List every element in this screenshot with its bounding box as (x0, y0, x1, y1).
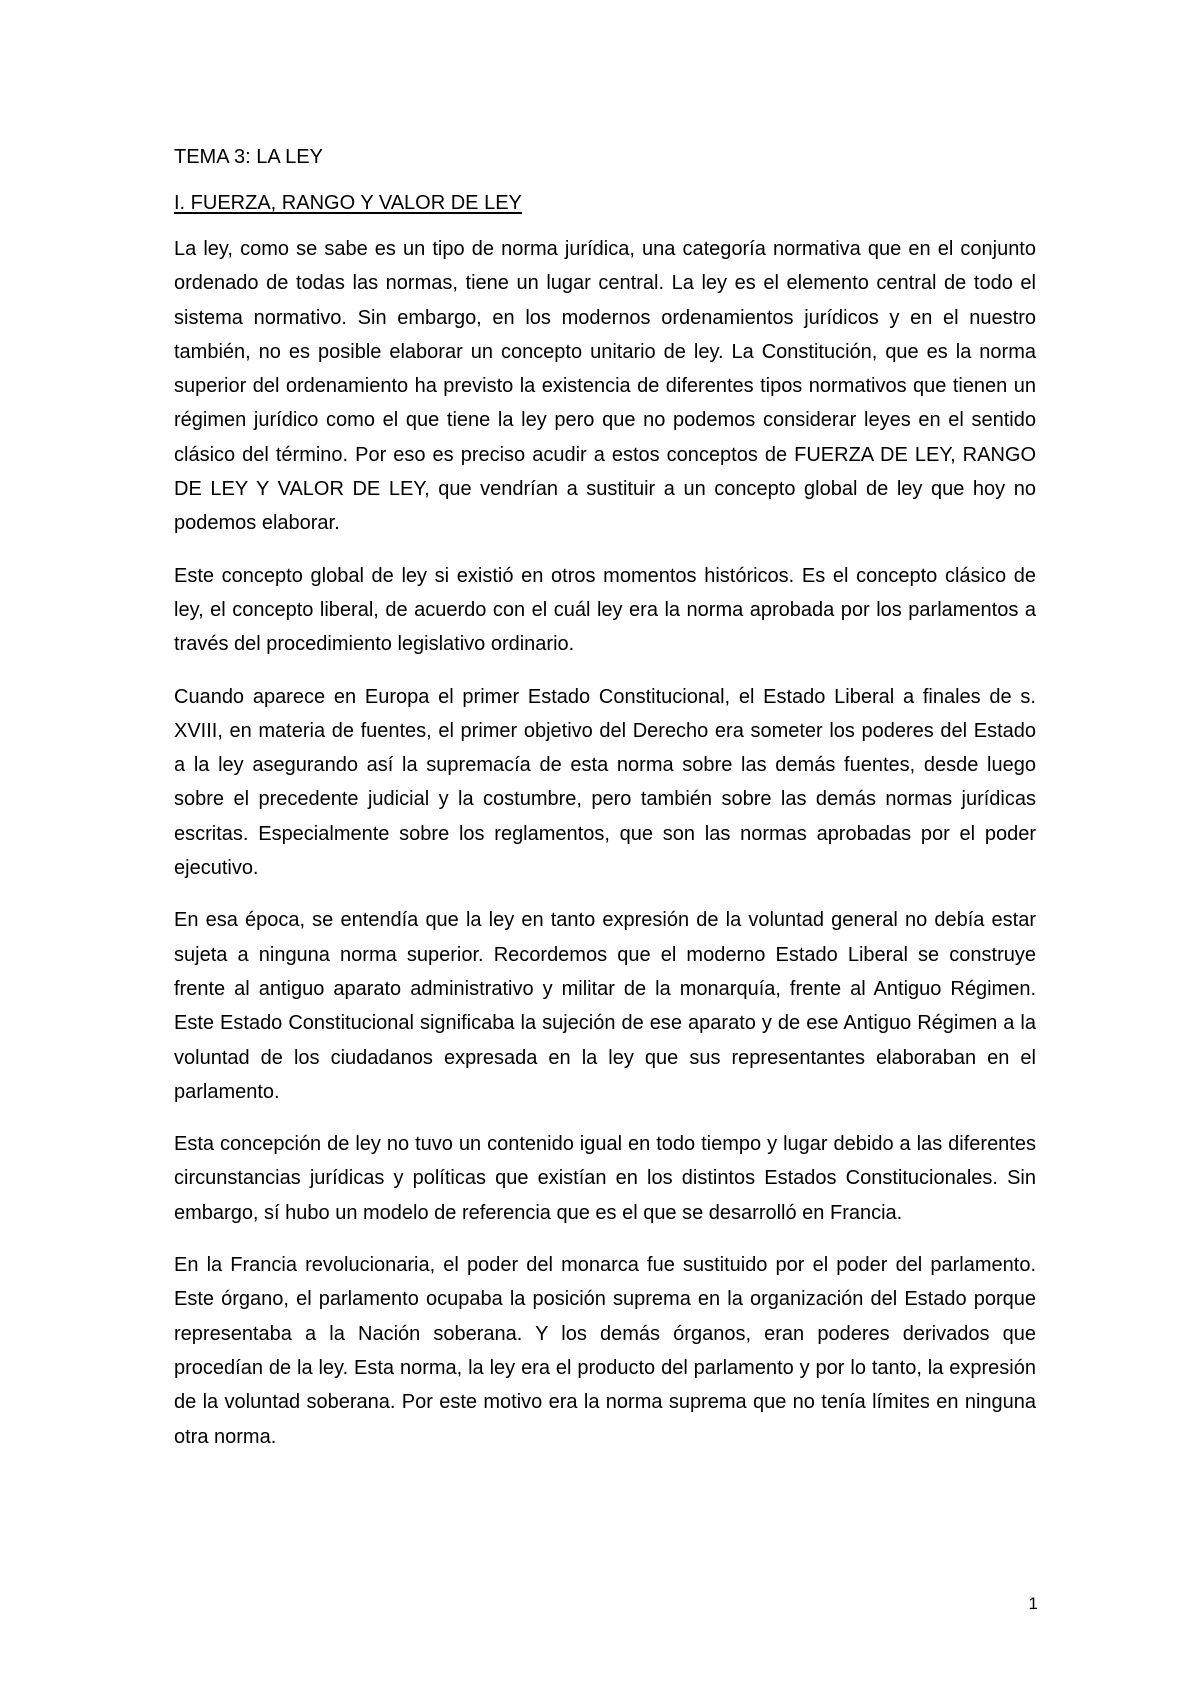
paragraph-4: En esa época, se entendía que la ley en tanto expresión de la voluntad general no debía estar sujeta a ninguna norma superior. Recordemos que el moderno Estado Liberal se construye frente al antiguo aparato administrativo y militar de la monarquía, frente al Antiguo Régimen. Este Estado Constitucional significaba la sujeción de ese aparato y de ese Antiguo Régimen a la voluntad de los ciudadanos expresada en la ley que sus representantes elaboraban en el parlamento. (174, 909, 1036, 1103)
paragraph-1: La ley, como se sabe es un tipo de norma jurídica, una categoría normativa que en el conjunto ordenado de todas las normas, tiene un lugar central. La ley es el elemento central de todo el sistema normativo. Sin embargo, en los modernos ordenamientos jurídicos y en el nuestro también, no es posible elaborar un concepto unitario de ley. La Constitución, que es la norma superior del ordenamiento ha previsto la existencia de diferentes tipos normativos que tienen un régimen jurídico como el que tiene la ley pero que no podemos considerar leyes en el sentido clásico del término. Por eso es preciso acudir a estos conceptos de FUERZA DE LEY, RANGO DE LEY Y VALOR DE LEY, que vendrían a sustituir a un concepto global de ley que hoy no podemos elaborar. (174, 238, 1036, 535)
paragraph-5: Esta concepción de ley no tuvo un contenido igual en todo tiempo y lugar debido a las diferentes circunstancias jurídicas y políticas que existían en los distintos Estados Constitucionales. Sin embargo, sí hubo un modelo de referencia que es el que se desarrolló en Francia. (174, 1133, 1036, 1224)
paragraph-3: Cuando aparece en Europa el primer Estado Constitucional, el Estado Liberal a finales de s. XVIII, en materia de fuentes, el primer objetivo del Derecho era someter los poderes del Estado a la ley asegurando así la supremacía de esta norma sobre las demás fuentes, desde luego sobre el precedente judicial y la costumbre, pero también sobre las demás normas jurídicas escritas. Especialmente sobre los reglamentos, que son las normas aprobadas por el poder ejecutivo. (174, 685, 1036, 880)
paragraph-2: Este concepto global de ley si existió en otros momentos históricos. Es el concepto clásico de ley, el concepto liberal, de acuerdo con el cuál ley era la norma aprobada por los parlamentos a través del procedimiento legislativo ordinario. (174, 564, 1036, 656)
document-title: TEMA 3: LA LEY (174, 146, 323, 168)
document-body (174, 140, 1036, 1472)
paragraph-6: En la Francia revolucionaria, el poder del monarca fue sustituido por el poder del parlamento. Este órgano, el parlamento ocupaba la posición suprema en la organización del Estado porque representaba a la Nación soberana. Y los demás órganos, eran poderes derivados que procedían de la ley. Esta norma, la ley era el producto del parlamento y por lo tanto, la expresión de la voluntad soberana. Por este motivo era la norma suprema que no tenía límites en ninguna otra norma. (174, 1254, 1036, 1448)
section-heading: I. FUERZA, RANGO Y VALOR DE LEY (174, 192, 522, 214)
page-number: 1 (1028, 1594, 1038, 1613)
